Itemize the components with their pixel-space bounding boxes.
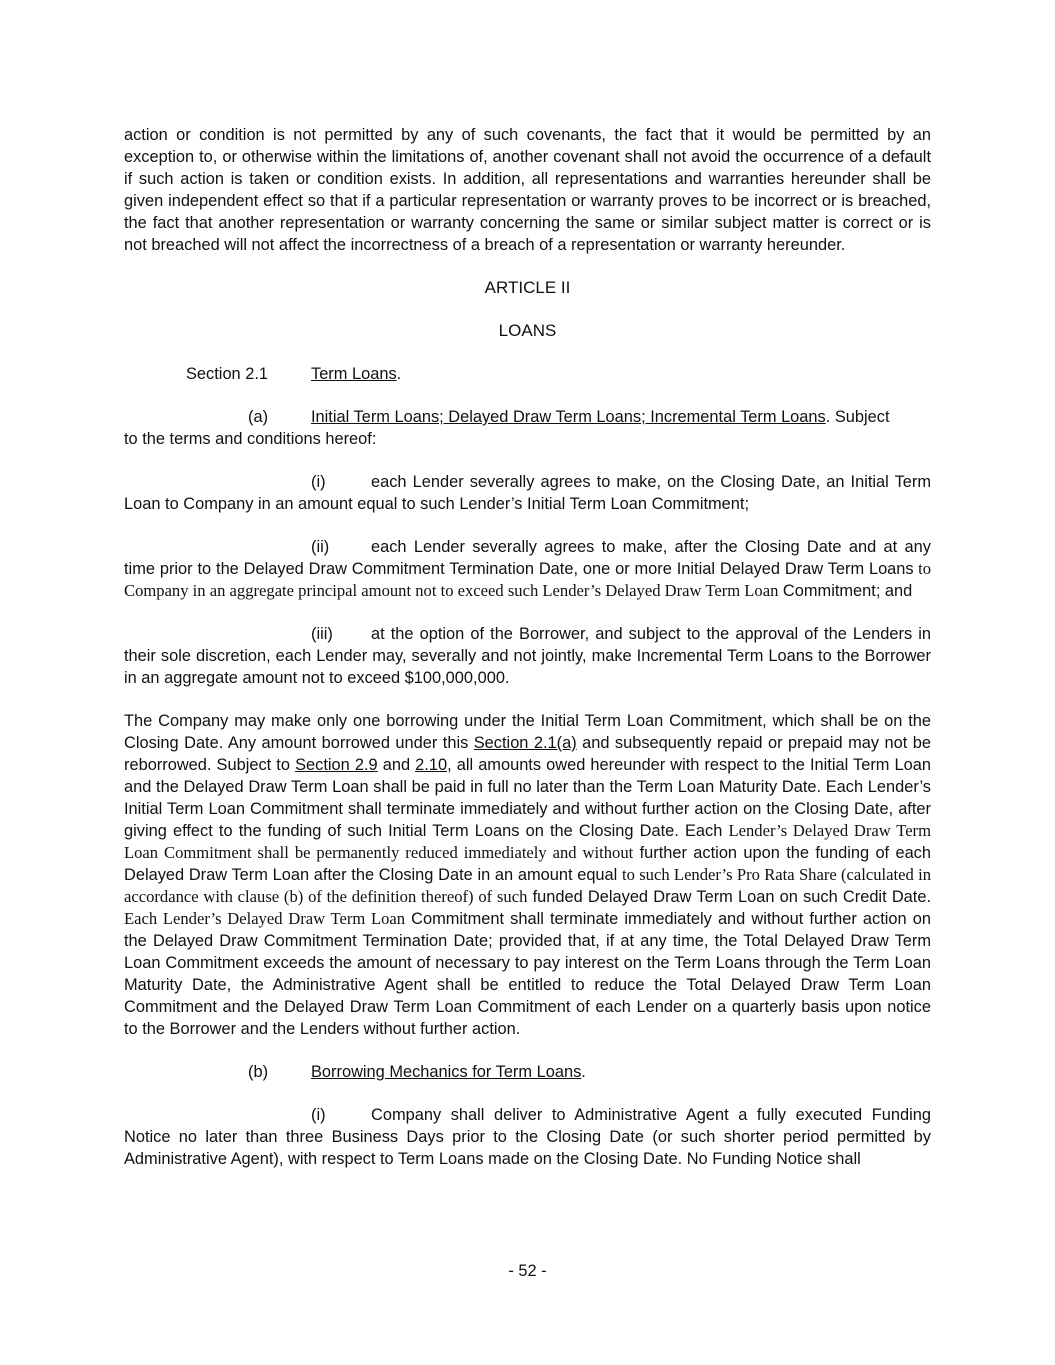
subsection-a-title-wrap xyxy=(311,406,890,428)
document-page xyxy=(124,124,931,1170)
company-paragraph-p3: and xyxy=(377,756,416,774)
company-paragraph-p6: further action upon the funding of each Delayed Draw Term Loan after the Closing Date in an amount equal xyxy=(124,844,931,884)
subsection-b-title: Borrowing Mechanics for Term Loans xyxy=(311,1063,582,1081)
subsection-a-title: Initial Term Loans; Delayed Draw Term Loans; Incremental Term Loans xyxy=(311,408,826,426)
clause-a-ii-text-a: each Lender severally agrees to make, after the Closing Date and at any time prior to the Delayed Draw Commitment Termination Date, one or more Initial Delayed Draw Term Loans xyxy=(124,538,931,578)
article-number: ARTICLE II xyxy=(484,278,571,297)
subsection-b-heading xyxy=(124,1061,931,1083)
clause-a-iii xyxy=(124,623,931,689)
company-paragraph-p5: Lender’s Delayed Draw Term Loan Commitment shall be permanently reduced immediately and without xyxy=(124,821,931,862)
subsection-a xyxy=(124,406,931,450)
section-title-suffix: . xyxy=(396,365,402,383)
company-paragraph-p10: Commitment shall terminate immediately and without further action on the Delayed Draw Commitment Termination Date; provided that, if at any time, the Total Delayed Draw Term Loan Commitment exceeds the amount of necessary to pay interest on the Term Loans through the Term Loan Maturity Date, the Administrative Agent shall be entitled to reduce the Total Delayed Draw Term Loan Commitment and the Delayed Draw Term Loan Commitment of each Lender on a quarterly basis upon notice to the Borrower and the Lenders without further action. xyxy=(124,910,931,1038)
section-2-1a-ref[interactable]: Section 2.1(a) xyxy=(473,734,577,752)
company-paragraph-p9: Each Lender’s Delayed Draw Term Loan xyxy=(124,909,406,928)
section-2-10-ref[interactable]: 2.10 xyxy=(415,756,448,774)
subsection-b-suffix: . xyxy=(581,1063,586,1081)
intro-paragraph: action or condition is not permitted by any of such covenants, the fact that it would be permitted by an exception to, or otherwise within the limitations of, another covenant shall not avoid the occurrence of a default if such action is taken or condition exists. In addition, all representations and warranties hereunder shall be given independent effect so that if a particular representation or warranty proves to be incorrect or is breached, the fact that another representation or warranty concerning the same or similar subject matter is correct or is not breached will not affect the incorrectness of a breach of a representation or warranty hereunder. xyxy=(124,126,931,254)
section-2-9-ref[interactable]: Section 2.9 xyxy=(295,756,378,774)
clause-a-ii-text-c: Commitment; and xyxy=(778,582,913,600)
section-title: Term Loans xyxy=(311,365,397,383)
page-number: - 52 - xyxy=(508,1262,547,1280)
company-paragraph-p2: and subsequently repaid or prepaid may not be reborrowed. Subject to xyxy=(124,734,932,774)
section-number: Section 2.1 xyxy=(186,365,269,383)
article-title: LOANS xyxy=(498,321,557,340)
subsection-a-suffix: . Subject xyxy=(825,408,890,426)
clause-a-i-label: (i) xyxy=(311,473,326,491)
subsection-a-label: (a) xyxy=(248,408,269,426)
clause-b-i-text: Company shall deliver to Administrative Agent a fully executed Funding Notice no later than three Business Days prior to the Closing Date (or such shorter period permitted by Administrative Agent), with respect to Term Loans made on the Closing Date. No Funding Notice shall xyxy=(124,1106,931,1168)
clause-b-i-label: (i) xyxy=(311,1106,326,1124)
clause-a-i-text: each Lender severally agrees to make, on the Closing Date, an Initial Term Loan to Company in an amount equal to such Lender’s Initial Term Loan Commitment; xyxy=(124,473,931,513)
company-paragraph xyxy=(124,710,931,1040)
subsection-a-heading xyxy=(124,406,931,428)
clause-a-ii-label: (ii) xyxy=(311,538,330,556)
company-paragraph-p7: to such Lender’s Pro Rata Share (calculated in accordance with clause (b) of the definition thereof) of such xyxy=(124,865,931,906)
clause-b-i xyxy=(124,1104,931,1170)
clause-a-ii xyxy=(124,536,931,602)
section-heading xyxy=(124,363,931,385)
clause-a-ii-text-b: to Company in an aggregate principal amount not to exceed such Lender’s Delayed Draw Term Loan xyxy=(124,559,931,600)
company-paragraph-p4: , all amounts owed hereunder with respect to the Initial Term Loan and the Delayed Draw Term Loan shall be paid in full no later than the Term Loan Maturity Date. Each Lender’s Initial Term Loan Commitment shall terminate immediately and without further action on the Closing Date, after giving effect to the funding of such Initial Term Loans on the Closing Date. Each xyxy=(124,756,931,840)
section-title-wrap xyxy=(311,363,401,385)
clause-a-iii-label: (iii) xyxy=(311,625,333,643)
clause-a-i xyxy=(124,471,931,515)
company-paragraph-p1: The Company may make only one borrowing under the Initial Term Loan Commitment, which shall be on the Closing Date. Any amount borrowed under this xyxy=(124,712,931,752)
subsection-b-title-wrap xyxy=(311,1061,586,1083)
subsection-b-label: (b) xyxy=(248,1063,269,1081)
company-paragraph-p8: funded Delayed Draw Term Loan on such Credit Date. xyxy=(527,888,931,906)
subsection-a-continuation: to the terms and conditions hereof: xyxy=(124,430,377,448)
clause-a-iii-text: at the option of the Borrower, and subject to the approval of the Lenders in their sole discretion, each Lender may, severally and not jointly, make Incremental Term Loans to the Borrower in an aggregate amount not to exceed $100,000,000. xyxy=(124,625,931,687)
